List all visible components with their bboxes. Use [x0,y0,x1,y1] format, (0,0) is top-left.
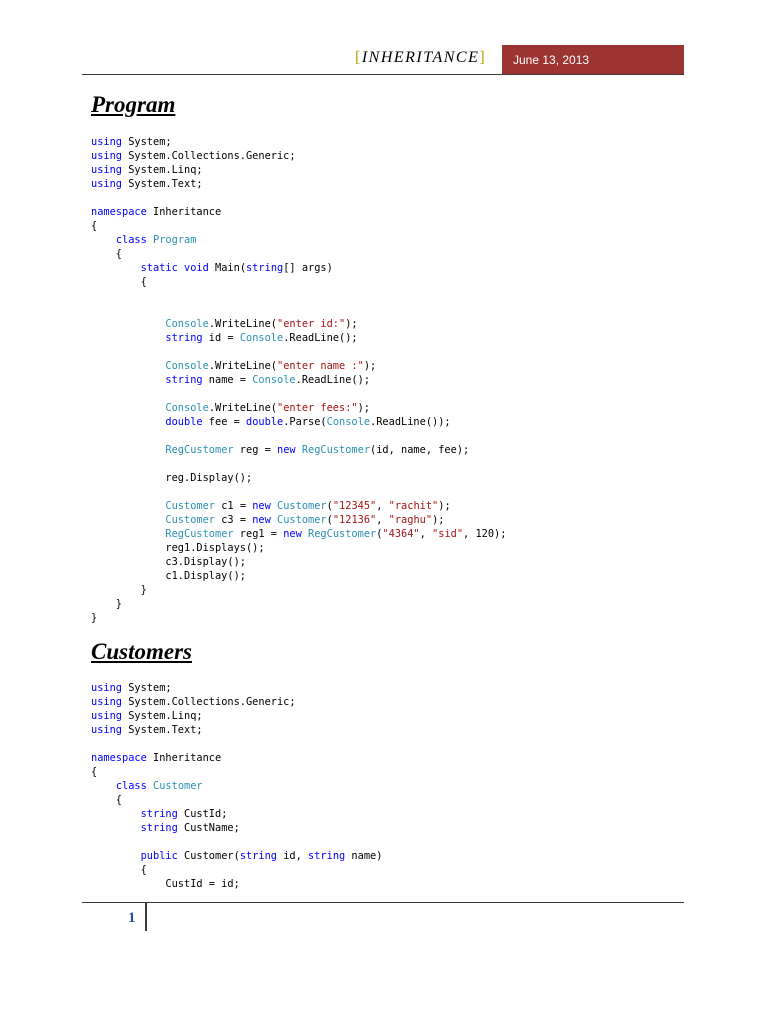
code-line [91,597,506,611]
code-token: new [252,500,271,512]
code-token: , 120); [463,528,507,540]
code-token: reg = [233,444,278,456]
code-token: .ReadLine(); [295,374,371,386]
code-token: "4364" [382,528,420,540]
code-token: .ReadLine(); [283,332,358,344]
code-token: System.Collections.Generic; [122,150,296,162]
code-line [91,191,506,205]
code-line [91,835,382,849]
code-token: Customer [165,500,216,512]
code-token: ); [438,500,451,512]
code-token: CustId = id; [91,878,240,890]
code-token: using [91,724,122,736]
code-token: } [91,598,122,610]
code-line [91,807,382,821]
header-title [355,49,486,67]
code-token: c1.Display(); [91,570,246,582]
code-token: { [91,276,147,288]
code-token: "12136" [332,514,377,526]
code-line [91,373,506,387]
code-line [91,457,506,471]
code-token: .WriteLine( [208,318,278,330]
code-token: Customer [153,780,203,792]
code-token: System.Text; [122,178,203,190]
code-token [91,514,165,526]
code-token: Inheritance [146,752,222,764]
code-token: "enter name :" [277,360,364,372]
code-token: .Parse( [283,416,327,428]
code-token: Customer( [177,850,240,862]
code-token: "enter fees:" [277,402,358,414]
code-line [91,723,382,737]
code-token: .WriteLine( [208,360,278,372]
code-token: , [376,500,389,512]
code-token: string [165,332,203,344]
code-token [91,374,165,386]
code-token: Console [326,416,371,428]
code-token: Console [252,374,296,386]
code-block-program [91,135,506,625]
code-line [91,863,382,877]
header-rule [82,74,684,75]
code-token: void [184,262,209,274]
code-token: c3 = [215,514,253,526]
code-token: System.Text; [122,724,203,736]
code-token: ); [345,318,358,330]
code-token: c3.Display(); [91,556,246,568]
code-token: string [308,850,346,862]
code-token: class [115,780,147,792]
code-line [91,219,506,233]
code-line [91,779,382,793]
code-token: namespace [91,752,147,764]
code-line [91,709,382,723]
code-token: { [91,248,122,260]
code-token: Customer [165,514,216,526]
code-token: CustName; [177,822,240,834]
code-token [91,528,165,540]
code-line [91,877,382,891]
code-line [91,583,506,597]
code-line [91,149,506,163]
code-token [91,402,165,414]
code-token: RegCustomer [301,444,371,456]
code-line [91,317,506,331]
code-token: namespace [91,206,147,218]
code-token: .ReadLine()); [370,416,451,428]
section-title-customers: Customers [91,639,192,664]
bracket-open: [ [355,49,362,66]
code-token [91,360,165,372]
code-token: Customer [277,514,327,526]
code-line [91,695,382,709]
code-token: using [91,682,122,694]
code-token: new [277,444,296,456]
code-token: Customer [277,500,327,512]
code-token: Console [165,318,209,330]
code-line [91,233,506,247]
code-token: , [376,514,389,526]
code-line [91,849,382,863]
code-token [91,500,165,512]
code-token: { [91,864,147,876]
code-line [91,135,506,149]
code-line [91,289,506,303]
code-token: double [246,416,284,428]
code-token [91,850,141,862]
code-token: , [419,528,433,540]
code-line [91,793,382,807]
code-token: "12345" [332,500,377,512]
code-token [91,808,141,820]
section-title-program: Program [91,92,176,117]
code-token: fee = [202,416,247,428]
code-token: System; [122,136,172,148]
code-token: reg1.Displays(); [91,542,265,554]
code-line [91,499,506,513]
code-line [91,345,506,359]
code-line [91,569,506,583]
code-line [91,821,382,835]
bracket-close: ] [479,49,487,66]
code-token: ( [326,514,333,526]
code-token [91,780,116,792]
code-token: using [91,696,122,708]
code-line [91,443,506,457]
code-token: string [140,808,178,820]
code-line [91,485,506,499]
code-token [91,444,165,456]
code-token: using [91,178,122,190]
code-line [91,275,506,289]
code-token: string [165,374,203,386]
code-token: Console [165,402,209,414]
code-token: .WriteLine( [208,402,278,414]
footer-vertical-bar [145,903,147,931]
code-line [91,471,506,485]
code-line [91,387,506,401]
code-line [91,177,506,191]
code-line [91,401,506,415]
code-token [91,332,165,344]
code-token: { [91,766,98,778]
code-token: string [246,262,284,274]
code-token: using [91,164,122,176]
code-line [91,331,506,345]
code-token: reg.Display(); [91,472,253,484]
code-token: ); [357,402,371,414]
code-line [91,163,506,177]
code-token: "sid" [432,528,464,540]
code-token: Console [165,360,209,372]
code-token: string [140,822,178,834]
code-line [91,681,382,695]
code-token: double [165,416,203,428]
code-line [91,751,382,765]
code-line [91,429,506,443]
code-token [91,318,165,330]
code-token: using [91,136,122,148]
code-token: "rachit" [388,500,439,512]
code-block-customers [91,681,382,891]
code-line [91,611,506,625]
header-date: June 13, 2013 [502,45,684,74]
code-token: Main( [208,262,247,274]
code-line [91,415,506,429]
code-token [91,416,165,428]
code-token: RegCustomer [165,528,234,540]
code-token: using [91,710,122,722]
code-token: using [91,150,122,162]
code-token: System.Linq; [122,710,203,722]
code-token: ); [363,360,377,372]
code-token: (id, name, fee); [370,444,470,456]
code-token: ( [376,528,383,540]
code-token: ); [432,514,445,526]
code-line [91,205,506,219]
code-token: name = [202,374,253,386]
code-token [91,234,116,246]
code-token: Inheritance [146,206,222,218]
code-line [91,359,506,373]
code-token [91,262,141,274]
code-line [91,513,506,527]
code-line [91,247,506,261]
code-token: Console [239,332,284,344]
code-token: new [252,514,271,526]
code-token: new [283,528,302,540]
code-token: { [91,220,98,232]
code-token: id, [277,850,309,862]
code-token: "raghu" [388,514,433,526]
code-token [91,822,141,834]
code-token: static [140,262,178,274]
code-token: } [91,584,147,596]
code-line [91,541,506,555]
code-token: id = [202,332,240,344]
code-token: CustId; [177,808,228,820]
code-token: c1 = [215,500,253,512]
code-line [91,555,506,569]
document-title: INHERITANCE [361,49,480,66]
code-token: name) [345,850,383,862]
code-token: [] args) [283,262,333,274]
code-token: System.Collections.Generic; [122,696,296,708]
footer-rule [82,902,684,903]
code-token: RegCustomer [308,528,377,540]
code-token: string [239,850,278,862]
code-line [91,765,382,779]
code-line [91,527,506,541]
code-token: class [115,234,147,246]
code-token: System.Linq; [122,164,203,176]
code-token: "enter id:" [277,318,346,330]
code-token: public [140,850,178,862]
code-line [91,261,506,275]
code-token: RegCustomer [165,444,234,456]
code-token: ( [326,500,333,512]
page-number: 1 [128,910,136,926]
code-token: } [91,612,98,624]
code-line [91,737,382,751]
code-token: { [91,794,122,806]
code-token: reg1 = [233,528,284,540]
code-token: Program [153,234,197,246]
code-token: System; [122,682,172,694]
code-line [91,303,506,317]
